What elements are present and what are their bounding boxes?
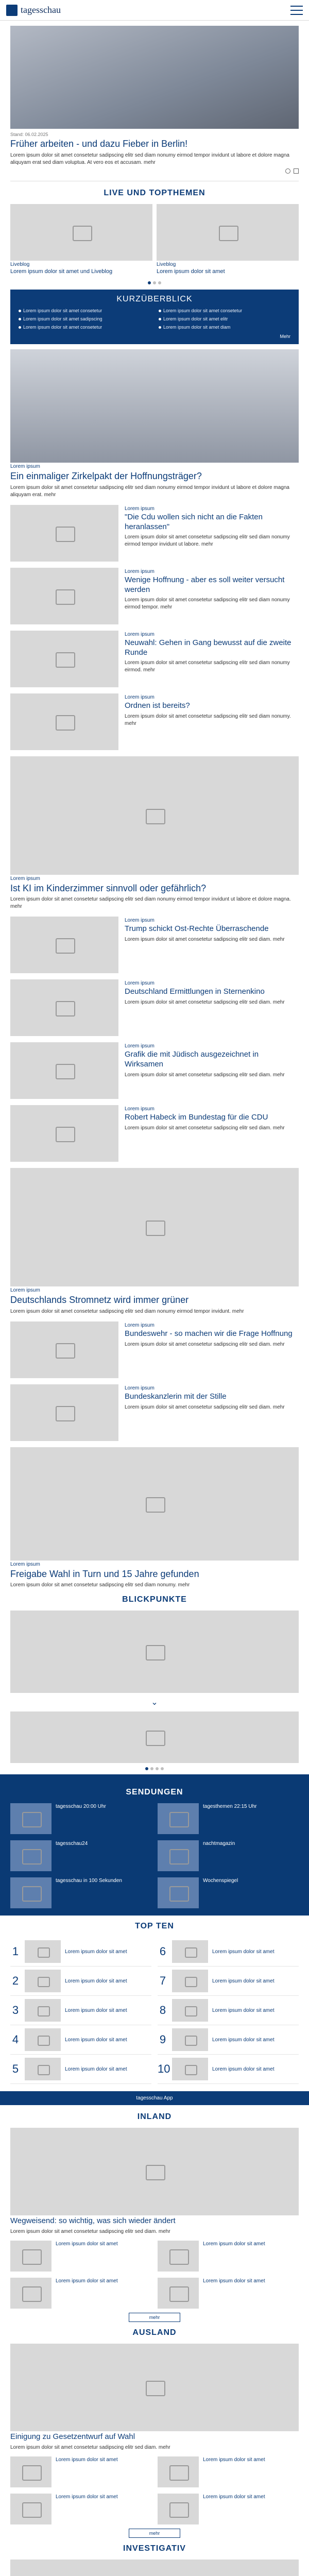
story-headline[interactable]: "Die Cdu wollen sich nicht an die Fakten heranlassen" [125, 512, 263, 531]
kurzueberblick-item[interactable]: Lorem ipsum dolor sit amet consetetur [159, 308, 290, 313]
topten-item[interactable]: 9 Lorem ipsum dolor sit amet [158, 2025, 299, 2055]
story-image [10, 1384, 118, 1441]
inland-tile[interactable]: Lorem ipsum dolor sit amet [10, 2241, 151, 2272]
story-row[interactable] [10, 1042, 299, 1099]
inland-section [0, 2112, 309, 2322]
story-teaser: Lorem ipsum dolor sit amet consetetur sadipscing elitr sed diam. mehr [125, 1404, 285, 1410]
bookmark-icon[interactable] [285, 168, 290, 174]
investigativ-title: INVESTIGATIV [123, 2544, 186, 2553]
live-card-topline: Liveblog [10, 261, 30, 267]
ausland-title: AUSLAND [132, 2328, 177, 2337]
story-topline: Lorem ipsum [125, 631, 154, 637]
sendung-tile[interactable] [10, 1840, 151, 1871]
sendung-tile[interactable] [10, 1877, 151, 1908]
sendung-tile[interactable] [158, 1803, 299, 1834]
story-headline[interactable]: Trump schickt Ost-Rechte Überraschende [125, 924, 269, 934]
story-topline: Lorem ipsum [125, 568, 154, 574]
story-teaser: Lorem ipsum dolor sit amet consetetur sadipscing elitr sed diam. mehr [125, 937, 285, 942]
story-teaser: Lorem ipsum dolor sit amet consetetur sadipscing elitr sed diam. mehr [125, 999, 285, 1005]
ausland-tile[interactable]: Lorem ipsum dolor sit amet [158, 2494, 299, 2524]
feature-teaser: Lorem ipsum dolor sit amet consetetur sadipscing elitr sed diam nonumy eirmod tempor invidunt ut labore et dolore magna. mehr [10, 896, 291, 910]
sendungen-title: SENDUNGEN [126, 1788, 183, 1797]
inland-tile[interactable]: Lorem ipsum dolor sit amet [10, 2278, 151, 2309]
story-row[interactable] [10, 568, 299, 624]
topten-item[interactable]: 10 Lorem ipsum dolor sit amet [158, 2055, 299, 2084]
story-row[interactable] [10, 1384, 299, 1441]
feature-teaser: Lorem ipsum dolor sit amet consetetur sadipscing elitr sed diam nonumy eirmod tempor invidunt. mehr [10, 1308, 244, 1314]
kurzueberblick-more-link[interactable]: Mehr [280, 334, 290, 340]
story-headline[interactable]: Bundeswehr - so machen wir die Frage Hoffnung [125, 1329, 293, 1338]
kurzueberblick-item[interactable]: Lorem ipsum dolor sit amet consetetur [19, 308, 150, 313]
menu-icon[interactable] [290, 6, 303, 15]
live-card-image [10, 204, 152, 261]
live-card[interactable] [10, 204, 152, 278]
story-teaser: Lorem ipsum dolor sit amet consetetur sadipscing elitr sed diam nonumy eirmod tempor. mehr [125, 597, 290, 611]
story-teaser: Lorem ipsum dolor sit amet consetetur sadipscing elitr sed diam. mehr [125, 1341, 285, 1347]
sendung-image [158, 1877, 199, 1908]
feature-topline: Lorem ipsum [10, 1561, 40, 1567]
story-row[interactable] [10, 917, 299, 973]
feature-headline[interactable]: Ist KI im Kinderzimmer sinnvoll oder gefährlich? [10, 883, 207, 893]
story-topline: Lorem ipsum [125, 918, 154, 924]
inland-headline[interactable]: Wegweisend: so wichtig, was sich wieder ändert [10, 2216, 176, 2226]
sendung-title: tagesthemen 22:15 Uhr [203, 1804, 257, 1810]
inland-image[interactable] [10, 2128, 299, 2215]
sendung-image [158, 1840, 199, 1871]
sendung-tile[interactable] [158, 1877, 299, 1908]
live-card-title[interactable]: Lorem ipsum dolor sit amet [157, 268, 225, 275]
chevron-down-icon[interactable]: ⌄ [151, 1698, 158, 1707]
kurzueberblick-item[interactable]: Lorem ipsum dolor sit amet sadipscing [19, 316, 150, 321]
story-topline: Lorem ipsum [125, 1043, 154, 1049]
story-row[interactable] [10, 979, 299, 1036]
kurzueberblick-item[interactable]: Lorem ipsum dolor sit amet consetetur [19, 325, 150, 330]
story-row[interactable] [10, 1105, 299, 1162]
feature-topline: Lorem ipsum [10, 1287, 40, 1294]
hero-headline[interactable]: Früher arbeiten - und dazu Fieber in Berlin! [10, 139, 188, 149]
sendungen-section [0, 1774, 309, 1916]
story-topline: Lorem ipsum [125, 1322, 154, 1328]
story-teaser: Lorem ipsum dolor sit amet consetetur sadipscing elitr sed diam nonumy. mehr [125, 713, 291, 726]
hero-section [0, 26, 309, 174]
app-promo-bar[interactable] [0, 2091, 309, 2105]
topten-item[interactable]: 3 Lorem ipsum dolor sit amet [10, 1996, 151, 2025]
live-section-title: LIVE UND TOPTHEMEN [104, 188, 205, 197]
feature-headline[interactable]: Deutschlands Stromnetz wird immer grüner [10, 1295, 189, 1306]
story-topline: Lorem ipsum [125, 694, 154, 700]
sendung-title: tagesschau 20:00 Uhr [56, 1804, 106, 1810]
feature-headline[interactable]: Freigabe Wahl in Turn und 15 Jahre gefunden [10, 1568, 199, 1579]
sendung-tile[interactable] [158, 1840, 299, 1871]
inland-more-button[interactable]: mehr [129, 2313, 180, 2322]
live-card-image [157, 204, 299, 261]
topten-item[interactable]: 2 Lorem ipsum dolor sit amet [10, 1967, 151, 1996]
topten-title: TOP TEN [135, 1922, 174, 1931]
story-list [0, 917, 309, 1162]
story-image [10, 1321, 118, 1378]
story-topline: Lorem ipsum [125, 980, 154, 987]
brand-logo-icon [6, 5, 18, 16]
blickpunkte-section [0, 1595, 309, 1770]
sendung-image [10, 1803, 52, 1834]
topten-item[interactable]: 7 Lorem ipsum dolor sit amet [158, 1967, 299, 1996]
story-image [10, 631, 118, 687]
topten-item[interactable]: 5 Lorem ipsum dolor sit amet [10, 2055, 151, 2084]
ausland-tile[interactable]: Lorem ipsum dolor sit amet [158, 2456, 299, 2487]
story-headline[interactable]: Grafik die mit Jüdisch ausgezeichnet in Wirksamen [125, 1050, 259, 1069]
story-image [10, 693, 118, 750]
feature-story [0, 1168, 309, 1315]
sendung-title: Wochenspiegel [203, 1878, 238, 1884]
hero-dateline: Stand: 06.02.2025 [10, 132, 48, 137]
story-headline[interactable]: Bundeskanzlerin mit der Stille [125, 1392, 227, 1401]
story-teaser: Lorem ipsum dolor sit amet consetetur sadipscing elitr sed diam. mehr [125, 1125, 285, 1131]
topten-section [0, 1922, 309, 2084]
investigativ-image[interactable] [10, 2560, 299, 2576]
ausland-headline[interactable]: Einigung zu Gesetzentwurf auf Wahl [10, 2432, 135, 2441]
carousel-dots[interactable] [10, 1767, 299, 1770]
brand-logo[interactable] [6, 5, 61, 16]
ausland-tile[interactable]: Lorem ipsum dolor sit amet [10, 2494, 151, 2524]
blickpunkte-title: BLICKPUNKTE [122, 1595, 187, 1604]
ausland-more-button[interactable]: mehr [129, 2529, 180, 2538]
story-row[interactable] [10, 631, 299, 687]
sendung-image [10, 1877, 52, 1908]
story-image [10, 1042, 118, 1099]
sendung-image [158, 1803, 199, 1834]
ausland-teaser: Lorem ipsum dolor sit amet consetetur sadipscing elitr sed diam. mehr [10, 2444, 170, 2450]
blickpunkte-image[interactable] [10, 1711, 299, 1763]
live-card-topline: Liveblog [157, 261, 176, 267]
story-topline: Lorem ipsum [125, 1385, 154, 1391]
story-teaser: Lorem ipsum dolor sit amet consetetur sadipscing elitr sed diam nonumy eirmod tempor invidunt ut labore. mehr [125, 534, 290, 548]
carousel-dots[interactable] [10, 281, 299, 284]
feature-teaser: Lorem ipsum dolor sit amet consetetur sadipscing elitr sed diam nonumy. mehr [10, 1582, 190, 1588]
story-teaser: Lorem ipsum dolor sit amet consetetur sadipscing elitr sed diam. mehr [125, 1072, 285, 1078]
lead-story-image[interactable] [10, 349, 299, 463]
story-image [10, 568, 118, 624]
feature-story [0, 1447, 309, 1589]
sendung-title: nachtmagazin [203, 1841, 235, 1847]
sendung-tile[interactable] [10, 1803, 151, 1834]
story-image [10, 979, 118, 1036]
hero-image[interactable] [10, 26, 299, 129]
story-image [10, 917, 118, 973]
lead-story-topline: Lorem ipsum [10, 464, 40, 470]
top-bar [0, 0, 309, 21]
kurzueberblick-title: KURZÜBERBLICK [116, 295, 193, 304]
ausland-image[interactable] [10, 2344, 299, 2431]
story-image [10, 505, 118, 562]
app-promo-label: tagesschau App [136, 2095, 173, 2102]
lead-story-teaser: Lorem ipsum dolor sit amet consetetur sadipscing elitr sed diam nonumy eirmod tempor invidunt ut labore et dolore magna aliquyam erat. mehr [10, 484, 289, 498]
story-headline[interactable]: Neuwahl: Gehen in Gang bewusst auf die zweite Runde [125, 638, 291, 657]
inland-title: INLAND [137, 2112, 172, 2122]
feature-image[interactable] [10, 1447, 299, 1561]
story-headline[interactable]: Ordnen ist bereits? [125, 701, 190, 710]
story-topline: Lorem ipsum [125, 1106, 154, 1112]
brand-name: tagesschau [21, 5, 61, 15]
story-headline[interactable]: Deutschland Ermittlungen in Sternenkino [125, 987, 265, 996]
sendung-title: tagesschau in 100 Sekunden [56, 1878, 122, 1884]
ausland-tile[interactable]: Lorem ipsum dolor sit amet [10, 2456, 151, 2487]
live-section [0, 189, 309, 285]
story-row[interactable] [10, 693, 299, 750]
story-topline: Lorem ipsum [125, 505, 154, 512]
investigativ-section [0, 2544, 309, 2576]
story-image [10, 1105, 118, 1162]
sendung-title: tagesschau24 [56, 1841, 88, 1847]
topten-item[interactable]: 4 Lorem ipsum dolor sit amet [10, 2025, 151, 2055]
hero-teaser: Lorem ipsum dolor sit amet consetetur sadipscing elitr sed diam nonumy eirmod tempor invidunt ut labore et dolore magna aliquyam erat sed diam voluptua. At vero eos et accusam. mehr [10, 152, 289, 165]
lead-story [0, 349, 309, 499]
ausland-section [0, 2328, 309, 2538]
lead-story-headline[interactable]: Ein einmaliger Zirkelpakt der Hoffnungsträger? [10, 471, 202, 482]
inland-tile[interactable]: Lorem ipsum dolor sit amet [158, 2241, 299, 2272]
feature-story [0, 756, 309, 911]
kurzueberblick-box [10, 290, 299, 344]
kurzueberblick-item[interactable]: Lorem ipsum dolor sit amet diam [159, 325, 290, 330]
story-headline[interactable]: Wenige Hoffnung - aber es soll weiter versucht werden [125, 575, 285, 594]
live-card-title[interactable]: Lorem ipsum dolor sit amet und Liveblog [10, 268, 113, 275]
kurzueberblick-item[interactable]: Lorem ipsum dolor sit amet elitr [159, 316, 290, 321]
story-row[interactable] [10, 505, 299, 562]
topten-item[interactable]: 6 Lorem ipsum dolor sit amet [158, 1937, 299, 1967]
topten-item[interactable]: 8 Lorem ipsum dolor sit amet [158, 1996, 299, 2025]
story-headline[interactable]: Robert Habeck im Bundestag für die CDU [125, 1113, 268, 1122]
inland-teaser: Lorem ipsum dolor sit amet consetetur sadipscing elitr sed diam. mehr [10, 2229, 170, 2234]
feature-topline: Lorem ipsum [10, 875, 40, 882]
story-list [0, 505, 309, 750]
feature-image[interactable] [10, 756, 299, 875]
story-teaser: Lorem ipsum dolor sit amet consetetur sadipscing elitr sed diam nonumy eirmod. mehr [125, 660, 290, 673]
story-list [0, 1321, 309, 1441]
share-icon[interactable] [294, 168, 299, 174]
sendung-image [10, 1840, 52, 1871]
story-row[interactable] [10, 1321, 299, 1378]
live-card[interactable] [157, 204, 299, 278]
inland-tile[interactable]: Lorem ipsum dolor sit amet [158, 2278, 299, 2309]
feature-image[interactable] [10, 1168, 299, 1286]
topten-item[interactable]: 1 Lorem ipsum dolor sit amet [10, 1937, 151, 1967]
blickpunkte-image[interactable] [10, 1611, 299, 1693]
